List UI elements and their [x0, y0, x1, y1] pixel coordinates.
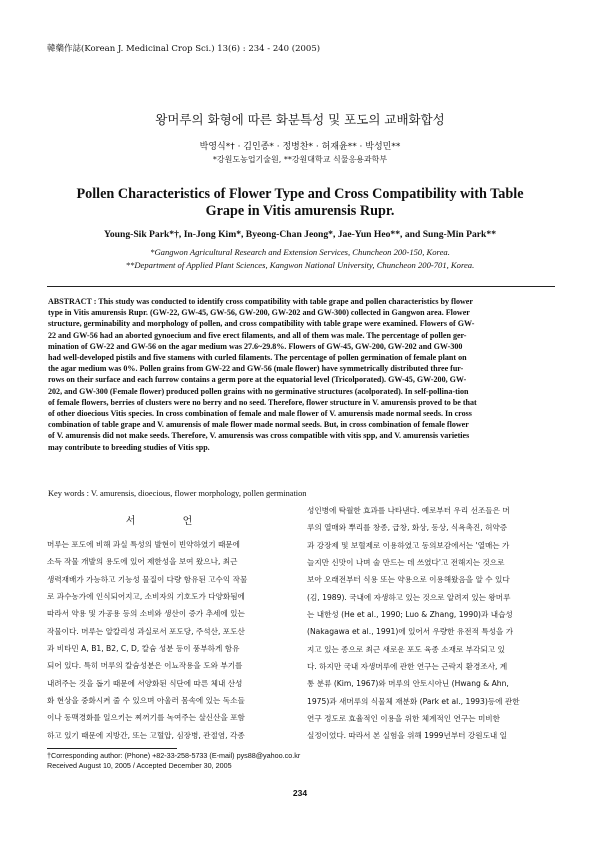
body-line: 늘지만 신맛이 나며 술 만드는 데 쓰였다'고 전해지는 것으로 [307, 558, 505, 568]
korean-authors: 박영식*† · 김인종* · 정병찬* · 허재윤** · 박성민** [199, 142, 401, 152]
keywords: Key words : V. amurensis, dioecious, flower morphology, pollen germination [48, 489, 307, 498]
abstract-line: the agar medium was 0%. Pollen grains from GW-22 and GW-56 (male flower) have symmetrically distributed three fur- [48, 364, 464, 374]
left-column [47, 536, 295, 744]
body-line: 내려주는 것을 돕기 때문에 서양화된 식단에 따른 체내 산성 [47, 678, 243, 688]
body-line: 과 강장제 및 보혈제로 이용하였고 동의보감에서는 '열매는 가 [307, 540, 510, 550]
abstract-line: ABSTRACT : This study was conducted to identify cross compatibility with table grape and pollen characteristics by flower [48, 297, 473, 306]
body-line: 실정이었다. 따라서 본 실험을 위해 1999년부터 강원도내 일 [307, 731, 508, 741]
english-title-line-1: Pollen Characteristics of Flower Type and Cross Compatibility with Table [76, 186, 524, 202]
footnote-rule [47, 748, 177, 749]
body-line: 소득 작물 개발의 용도에 있어 제한성을 보여 왔으나, 최근 [47, 557, 238, 567]
abstract-line: mination of GW-22 and GW-56 on the agar medium was 27.6~29.8%. Flowers of GW-45, GW-200, GW-202 and GW-300 [48, 341, 463, 351]
abstract [48, 296, 555, 453]
body-line: 되어 있다. 특히 머루의 칼슘성분은 이뇨작용을 도와 부기를 [47, 661, 243, 671]
abstract-line: had well-developed pistils and five stamens with curled filaments. The percentage of pollen germination of female plant on [48, 353, 467, 363]
body-line: 과 비타민 A, B1, B2, C, D, 칼슘 성분 등이 풍부하게 함유 [47, 644, 240, 654]
body-line: 통 분류 (Kim, 1967)와 머루의 안토시아닌 (Hwang & Ahn, [307, 679, 509, 689]
body-line: 작물이다. 머루는 알칼리성 과실로서 포도당, 주석산, 포도산 [47, 626, 245, 636]
body-line: 보아 오래전부터 식용 또는 약용으로 이용해왔음을 알 수 있다 [307, 575, 510, 585]
body-line: 화 현상을 중화시켜 줄 수 있으며 아울러 몸속에 있는 독소들 [47, 696, 245, 706]
abstract-line: type in Vitis amurensis Rupr. (GW-22, GW-45, GW-56, GW-200, GW-202 and GW-300) collected in Gangwon area. Flower [48, 308, 470, 318]
korean-title: 왕머루의 화형에 따른 화분특성 및 포도의 교배화합성 [155, 112, 445, 127]
english-affiliation-1: *Gangwon Agricultural Research and Extension Services, Chuncheon 200-150, Korea. [150, 247, 450, 257]
body-line: 생력재배가 가능하고 기능성 물질이 다량 함유된 고수익 작물 [47, 574, 248, 584]
abstract-top-rule [47, 286, 555, 287]
body-line: 1975)과 새머루의 식물체 재분화 (Park et al., 1993)등에 관한 [307, 696, 520, 706]
journal-citation: 韓藥作誌(Korean J. Medicinal Crop Sci.) 13(6) : 234 - 240 (2005) [47, 44, 321, 54]
body-line: (Nakagawa et al., 1991)에 있어서 우량한 유전적 특성을 가 [307, 627, 514, 637]
body-line: 이나 동맥경화를 일으키는 찌꺼기를 녹여주는 살신산을 포함 [47, 713, 245, 723]
body-line: 지고 있는 종으로 최근 새로운 포도 육종 소재로 부각되고 있 [307, 644, 505, 654]
abstract-line: combination of table grape and V. amurensis of male flower made normal seeds. But, in cross combination of female flower [48, 420, 469, 430]
english-authors: Young-Sik Park*†, In-Jong Kim*, Byeong-Chan Jeong*, Jae-Yun Heo**, and Sung-Min Park** [104, 229, 496, 240]
page-number: 234 [292, 788, 308, 798]
abstract-line: of other dioecious Vitis species. In cross combination of female and male flower of V. amurensis made normal seeds. In cross [48, 409, 472, 419]
abstract-line: structure, germinability and morphology of pollen, and cross compatibility with table grape were examined. Flowers of GW- [48, 319, 475, 329]
footnote-received-dates: Received August 10, 2005 / Accepted December 30, 2005 [47, 761, 232, 770]
body-line: 하고 있기 때문에 지방간, 또는 고혈압, 심장병, 관절염, 각종 [47, 730, 245, 740]
english-title [40, 186, 560, 220]
body-line: 따라서 약용 및 가공용 등의 소비와 생산이 증가 추세에 있는 [47, 609, 245, 619]
abstract-line: of female flowers, berries of clusters were no berry and no seed. Therefore, flower structure in V. amurensis proved to be that [48, 397, 477, 407]
body-line: 연구 정도로 효율적인 이용을 위한 체계적인 연구는 미비한 [307, 714, 500, 724]
english-affiliation-2: **Department of Applied Plant Sciences, Kangwon National University, Chuncheon 200-701, Korea. [125, 260, 475, 270]
english-title-line-2: Grape in Vitis amurensis Rupr. [205, 203, 395, 219]
body-line: 는 내한성 (He et al., 1990; Luo & Zhang, 1990)과 내습성 [307, 610, 513, 620]
body-line: 로 과수농가에 인식되어지고, 소비자의 기호도가 다양화됨에 [47, 592, 245, 602]
abstract-line: 202, and GW-300 (Female flower) produced pollen grains with no germinative structures (acolporated). In self-pollina-tion [48, 386, 469, 396]
right-column [307, 502, 555, 745]
body-line: 머루는 포도에 비해 과실 특성의 발현이 빈약하였기 때문에 [47, 540, 240, 549]
abstract-line: may contribute to breeding studies of Vitis spp. [48, 442, 210, 452]
footnote-corresponding-author: †Corresponding author: (Phone) +82-33-258-5733 (E-mail) pys88@yahoo.co.kr [47, 751, 301, 760]
korean-affiliations: *강원도농업기술원, **강원대학교 식물응용과학부 [212, 155, 388, 164]
body-line: 성인병에 탁월한 효과를 나타낸다. 예로부터 우리 선조들은 머 [307, 506, 510, 515]
abstract-line: of V. amurensis did not make seeds. Therefore, V. amurensis was cross compatible with vitis spp, and V. amurensis varieties [48, 431, 470, 441]
body-line: 루의 열매와 뿌리를 창종, 급창, 화상, 동상, 식욕촉진, 허약증 [307, 523, 508, 533]
body-line: 다. 하지만 국내 자생머루에 관한 연구는 근락지 환경조사, 계 [307, 662, 508, 672]
section-heading-introduction: 서 언 [125, 516, 215, 527]
abstract-line: 22 and GW-56 had an aborted gynoecium and five erect filaments, and all of them was male. The percentage of pollen ger- [48, 330, 467, 340]
abstract-line: rows on their surface and each furrow contains a germ pore at the equatorial level (Tricolporated). GW-45, GW-200, GW- [48, 375, 467, 385]
body-line: (김, 1989). 국내에 자생하고 있는 것으로 알려져 있는 왕머루 [307, 592, 511, 602]
